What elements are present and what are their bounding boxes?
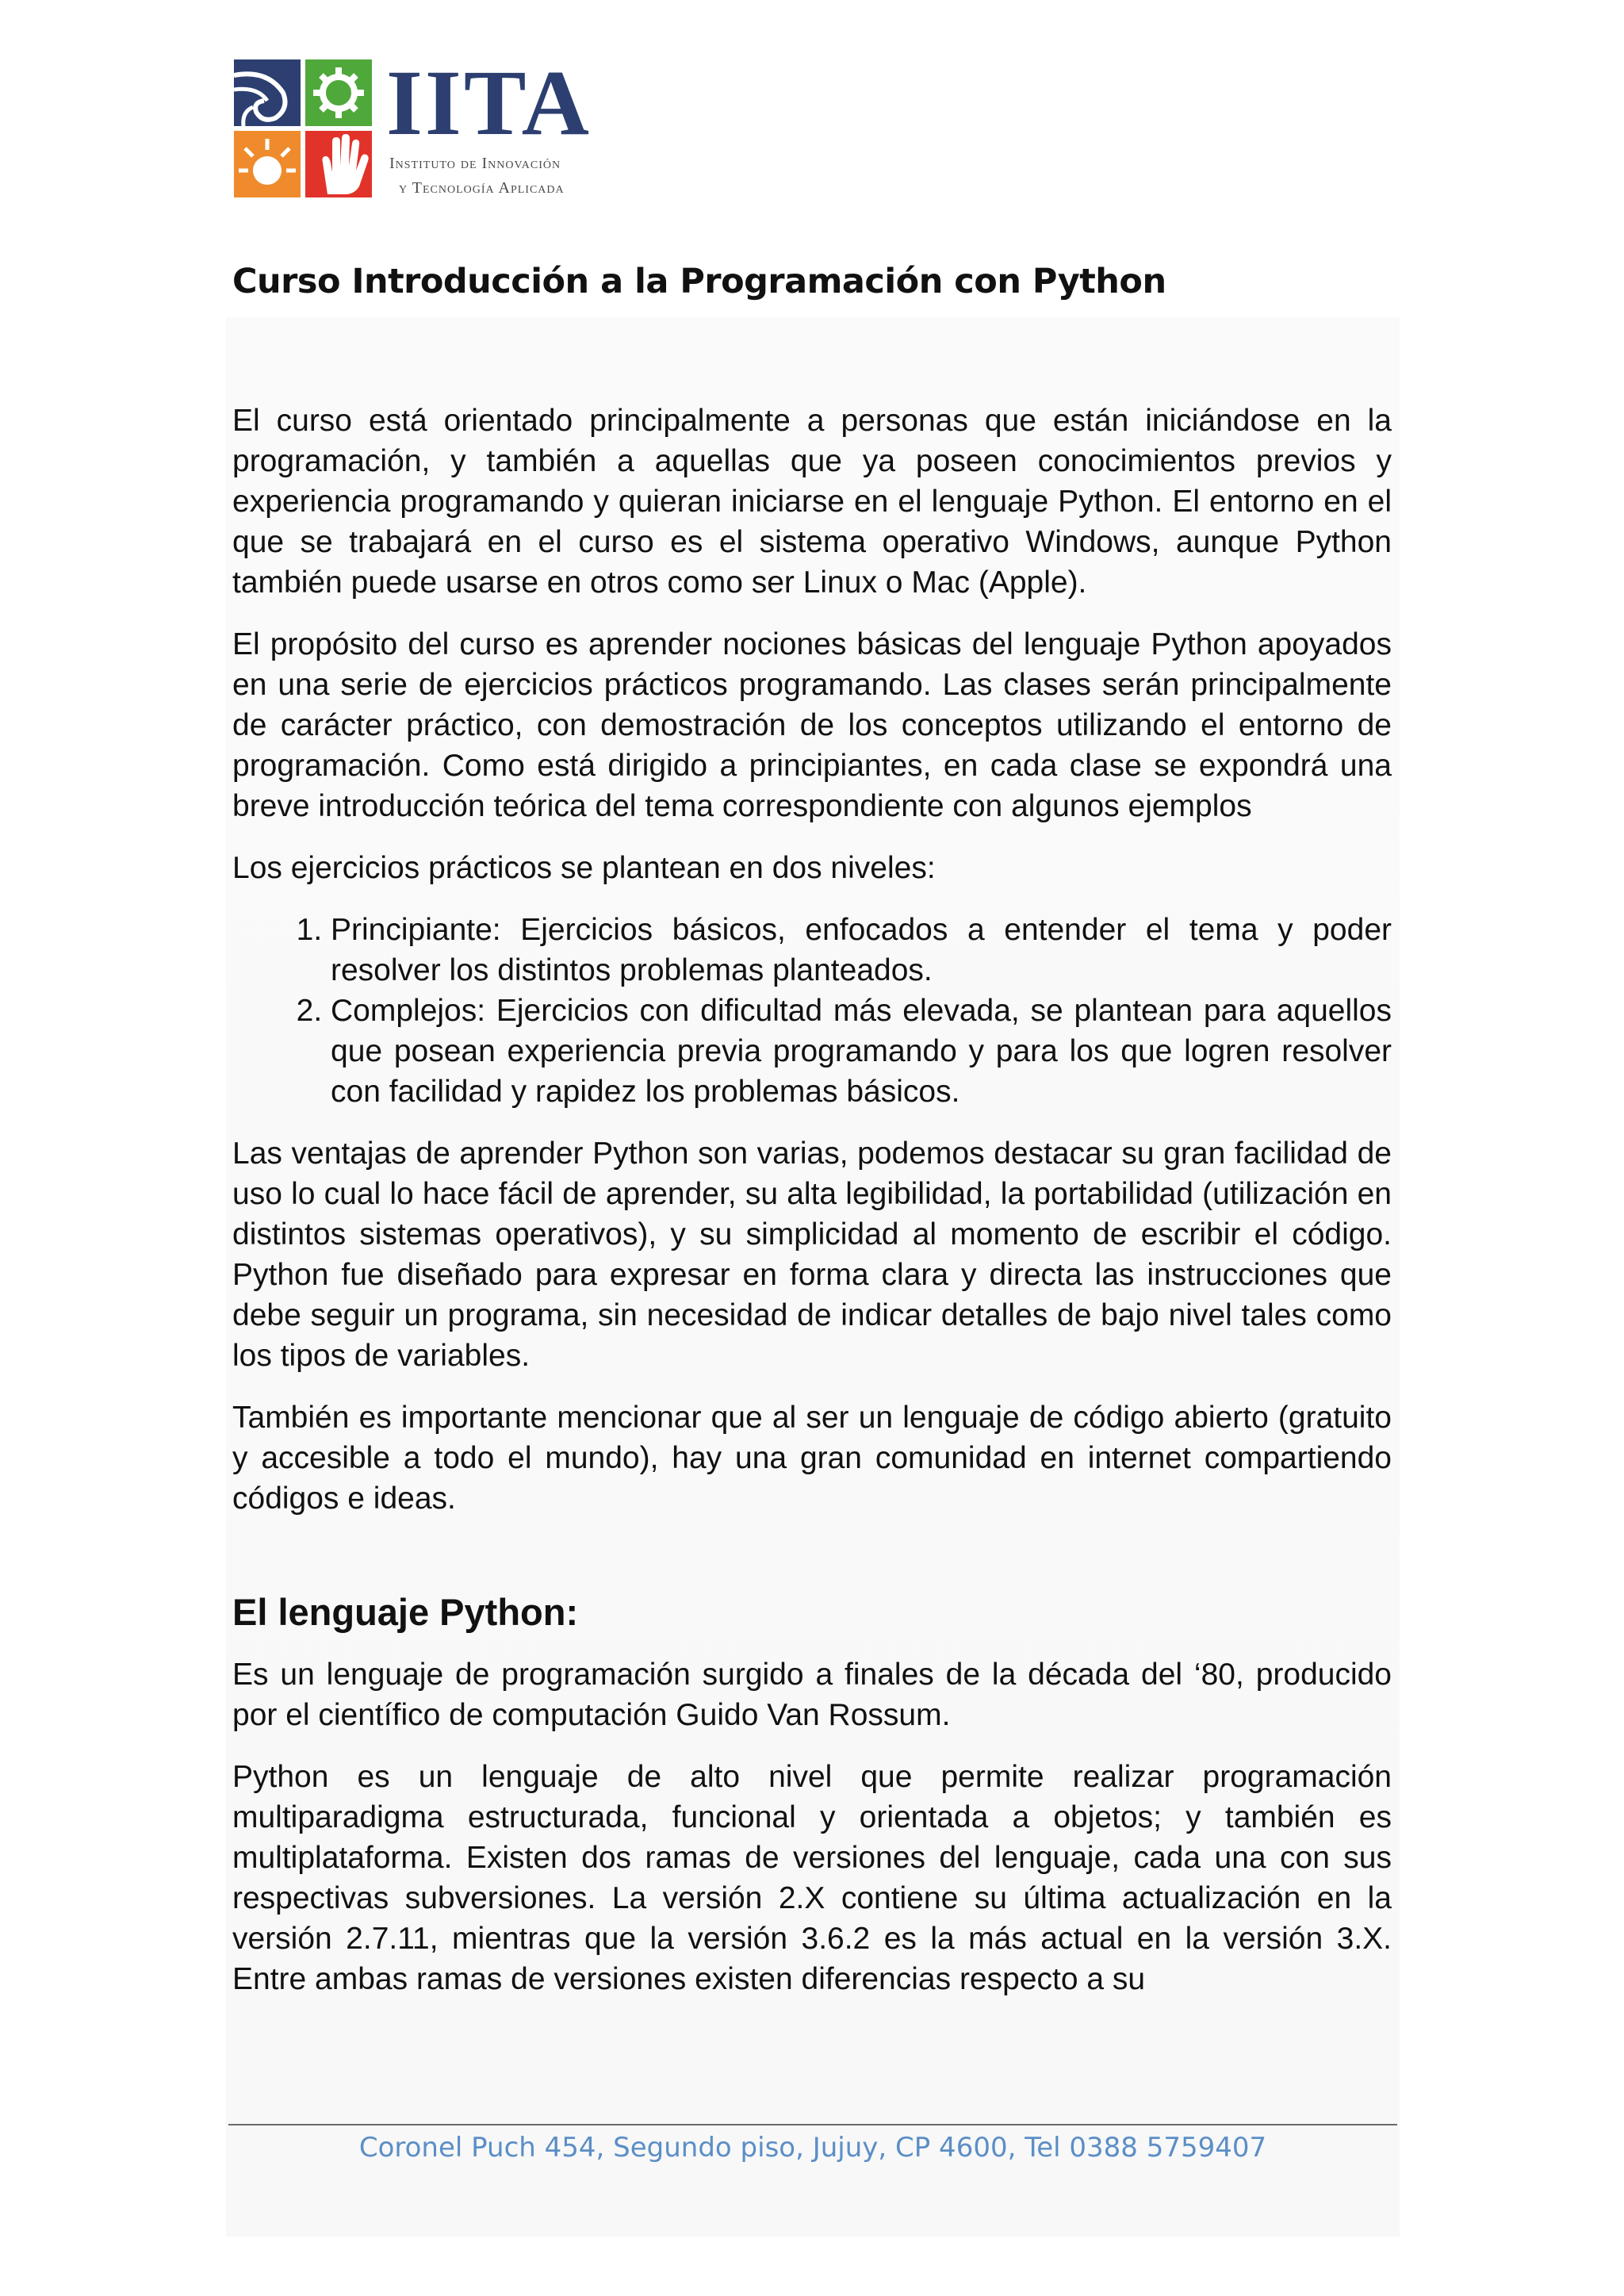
paragraph: Los ejercicios prácticos se plantean en dos niveles: (232, 851, 936, 885)
iita-logo-mark-icon (234, 59, 372, 197)
paragraph: El propósito del curso es aprender nociones básicas del lenguaje Python apoyados en una serie de ejercicios prácticos programando. Las clases serán principalmente de carácter práctico, con demostración de los conceptos utilizando el entorno de programación. Como está dirigido a principiantes, en cada clase se expondrá una breve introducción teórica del tema correspondiente con algunos ejemplos (232, 627, 1392, 823)
document-title: Curso Introducción a la Programación con Python (232, 262, 1166, 301)
logo-subtitle (389, 151, 565, 201)
paragraph: El curso está orientado principalmente a personas que están iniciándose en la programación, y también a aquellas que ya poseen conocimientos previos y experiencia programando y quieran iniciarse en el lenguaje Python. El entorno en el que se trabajará en el curso es el sistema operativo Windows, aunque Python también puede usarse en otros como ser Linux o Mac (Apple). (232, 404, 1392, 600)
levels-list (232, 910, 1392, 1112)
logo-subtitle-line1: Instituto de Innovación (389, 155, 561, 172)
logo-title: IITA (386, 51, 592, 155)
iita-logo (234, 51, 615, 202)
logo-subtitle-line2: y Tecnología Aplicada (399, 179, 565, 197)
paragraph: Las ventajas de aprender Python son varias, podemos destacar su gran facilidad de uso lo cual lo hace fácil de aprender, su alta legibilidad, la portabilidad (utilización en distintos sistemas operativos), y su simplicidad al momento de escribir el código. Python fue diseñado para expresar en forma clara y directa las instrucciones que debe seguir un programa, sin necesidad de indicar detalles de bajo nivel tales como los tipos de variables. (232, 1137, 1392, 1373)
paragraph: Es un lenguaje de programación surgido a finales de la década del ‘80, producido por el científico de computación Guido Van Rossum. (232, 1658, 1392, 1732)
list-item: 1. Principiante: Ejercicios básicos, enfocados a entender el tema y poder resolver los distintos problemas planteados. (331, 910, 1392, 991)
paragraph: Python es un lenguaje de alto nivel que permite realizar programación multiparadigma estructurada, funcional y orientada a objetos; y también es multiplataforma. Existen dos ramas de versiones del lenguaje, cada una con sus respectivas subversiones. La versión 2.X contiene su última actualización en la versión 2.7.11, mientras que la versión 3.6.2 es la más actual en la versión 3.X. Entre ambas ramas de versiones existen diferencias respecto a su (232, 1760, 1392, 1996)
paragraph: También es importante mencionar que al ser un lenguaje de código abierto (gratuito y accesible a todo el mundo), hay una gran comunidad en internet compartiendo códigos e ideas. (232, 1401, 1392, 1516)
document-body (232, 262, 1392, 2021)
footer-divider (228, 2124, 1397, 2125)
footer-address: Coronel Puch 454, Segundo piso, Jujuy, CP 4600, Tel 0388 5759407 (358, 2132, 1267, 2164)
list-item: 2. Complejos: Ejercicios con dificultad más elevada, se plantean para aquellos que posean experiencia previa programando y para los que logren resolver con facilidad y rapidez los problemas básicos. (331, 991, 1392, 1112)
section-heading: El lenguaje Python: (232, 1591, 579, 1633)
